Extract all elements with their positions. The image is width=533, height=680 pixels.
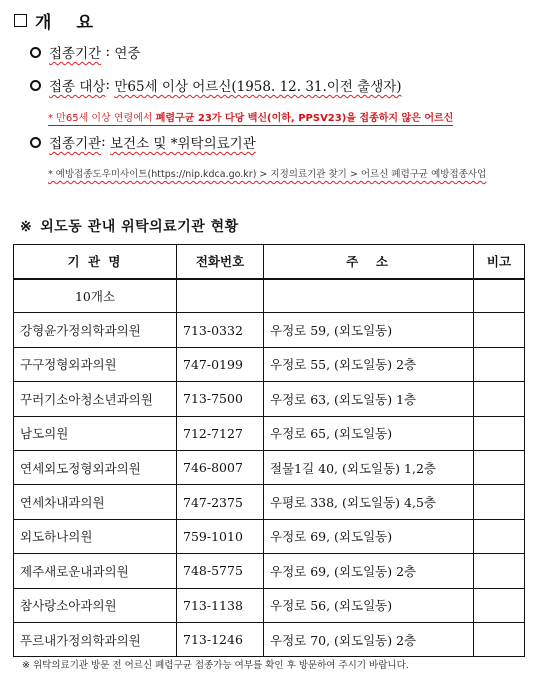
- institution-name: 푸르내가정의학과의원: [14, 622, 177, 656]
- institution-note: [474, 313, 525, 347]
- ring-bullet-icon: [30, 47, 41, 58]
- institution-note: [474, 622, 525, 656]
- item-sep: :: [101, 44, 115, 60]
- institution-phone: 713-7500: [177, 382, 264, 416]
- header-phone: 전화번호: [177, 245, 264, 279]
- item-label: 접종 대상: [49, 79, 106, 95]
- institution-note: [474, 347, 525, 381]
- institution-phone: 747-2375: [177, 485, 264, 519]
- overview-item-target: [30, 75, 402, 95]
- table-row: [14, 382, 525, 416]
- institution-note: [474, 519, 525, 553]
- table-row: [14, 588, 525, 622]
- institution-note: [474, 382, 525, 416]
- institution-phone: 759-1010: [177, 519, 264, 553]
- institution-name: 연세차내과의원: [14, 485, 177, 519]
- header-name: 기 관 명: [14, 245, 177, 279]
- institution-address: 우정로 55, (외도일동) 2층: [264, 347, 474, 381]
- table-row: [14, 622, 525, 656]
- item-sep: :: [105, 77, 115, 93]
- item-value: 연중: [114, 46, 141, 62]
- institution-phone: 746-8007: [177, 450, 264, 484]
- institution-note: [474, 416, 525, 450]
- institution-address: 절물1길 40, (외도일동) 1,2층: [264, 450, 474, 484]
- overview-title-part2: 요: [76, 13, 94, 33]
- overview-item-period: [30, 42, 140, 62]
- target-red-note: [48, 109, 453, 126]
- item-sep: :: [101, 134, 111, 150]
- institution-note: [474, 450, 525, 484]
- item-value: 보건소 및 *위탁의료기관: [110, 136, 256, 152]
- institution-note: [474, 588, 525, 622]
- institution-address: 우정로 69, (외도일동) 2층: [264, 554, 474, 588]
- institution-count: 10개소: [14, 279, 177, 313]
- item-label: 접종기관: [49, 136, 102, 152]
- institution-address: 우정로 65, (외도일동): [264, 416, 474, 450]
- table-header-row: [14, 245, 525, 279]
- institution-name: 제주새로운내과의원: [14, 554, 177, 588]
- institution-name: 강형윤가정의학과의원: [14, 313, 177, 347]
- institution-address: 우정로 69, (외도일동): [264, 519, 474, 553]
- table-title-text: 외도동 관내 위탁의료기관 현황: [40, 219, 239, 235]
- institution-note: [474, 485, 525, 519]
- institution-phone: 713-1246: [177, 622, 264, 656]
- red-note-bold: 폐렴구균 23가 다당 백신(이하, PPSV23)을 접종하지 않은 어르신: [155, 113, 454, 124]
- site-gray-note: * 예방접종도우미사이트(https://nip.kdca.go.kr) > 지정의료기관 찾기 > 어르신 폐렴구균 예방접종사업: [48, 169, 487, 180]
- institution-address: 우정로 70, (외도일동) 2층: [264, 622, 474, 656]
- institution-address: 우평로 338, (외도일동) 4,5층: [264, 485, 474, 519]
- table-row: [14, 450, 525, 484]
- institution-name: 구구정형외과의원: [14, 347, 177, 381]
- overview-item-institution: [30, 132, 256, 152]
- institution-phone: 747-0199: [177, 347, 264, 381]
- institution-name: 외도하나의원: [14, 519, 177, 553]
- table-row: [14, 519, 525, 553]
- table-count-row: [14, 279, 525, 313]
- institution-address: 우정로 56, (외도일동): [264, 588, 474, 622]
- table-row: [14, 554, 525, 588]
- institution-name: 연세외도정형외과의원: [14, 450, 177, 484]
- item-value: 만65세 이상 어르신(1958. 12. 31.이전 출생자): [114, 79, 402, 95]
- overview-title-part1: 개: [35, 13, 53, 33]
- red-note-prefix: * 만65세 이상 연령에서: [48, 113, 156, 124]
- institution-name: 남도의원: [14, 416, 177, 450]
- table-row: [14, 485, 525, 519]
- reference-mark: ※: [20, 219, 33, 235]
- table-row: [14, 313, 525, 347]
- item-label: 접종기간: [49, 46, 102, 62]
- institution-phone: 713-1138: [177, 588, 264, 622]
- institution-phone: 748-5775: [177, 554, 264, 588]
- header-note: 비고: [474, 245, 525, 279]
- institution-phone: 712-7127: [177, 416, 264, 450]
- table-row: [14, 347, 525, 381]
- institution-address: 우정로 63, (외도일동) 1층: [264, 382, 474, 416]
- checkbox-square-icon: [14, 14, 27, 27]
- ring-bullet-icon: [30, 80, 41, 91]
- header-address: 주 소: [264, 245, 474, 279]
- institution-address: 우정로 59, (외도일동): [264, 313, 474, 347]
- ring-bullet-icon: [30, 137, 41, 148]
- table-row: [14, 416, 525, 450]
- institution-phone: 713-0332: [177, 313, 264, 347]
- overview-heading: [14, 8, 94, 33]
- footer-note: ※ 위탁의료기관 방문 전 어르신 폐렴구균 접종가능 여부를 확인 후 방문하여 주시기 바랍니다.: [22, 660, 409, 671]
- institution-note: [474, 554, 525, 588]
- table-title: [20, 216, 239, 236]
- institution-table: [13, 244, 525, 657]
- institution-name: 참사랑소아과의원: [14, 588, 177, 622]
- institution-name: 꾸러기소아청소년과의원: [14, 382, 177, 416]
